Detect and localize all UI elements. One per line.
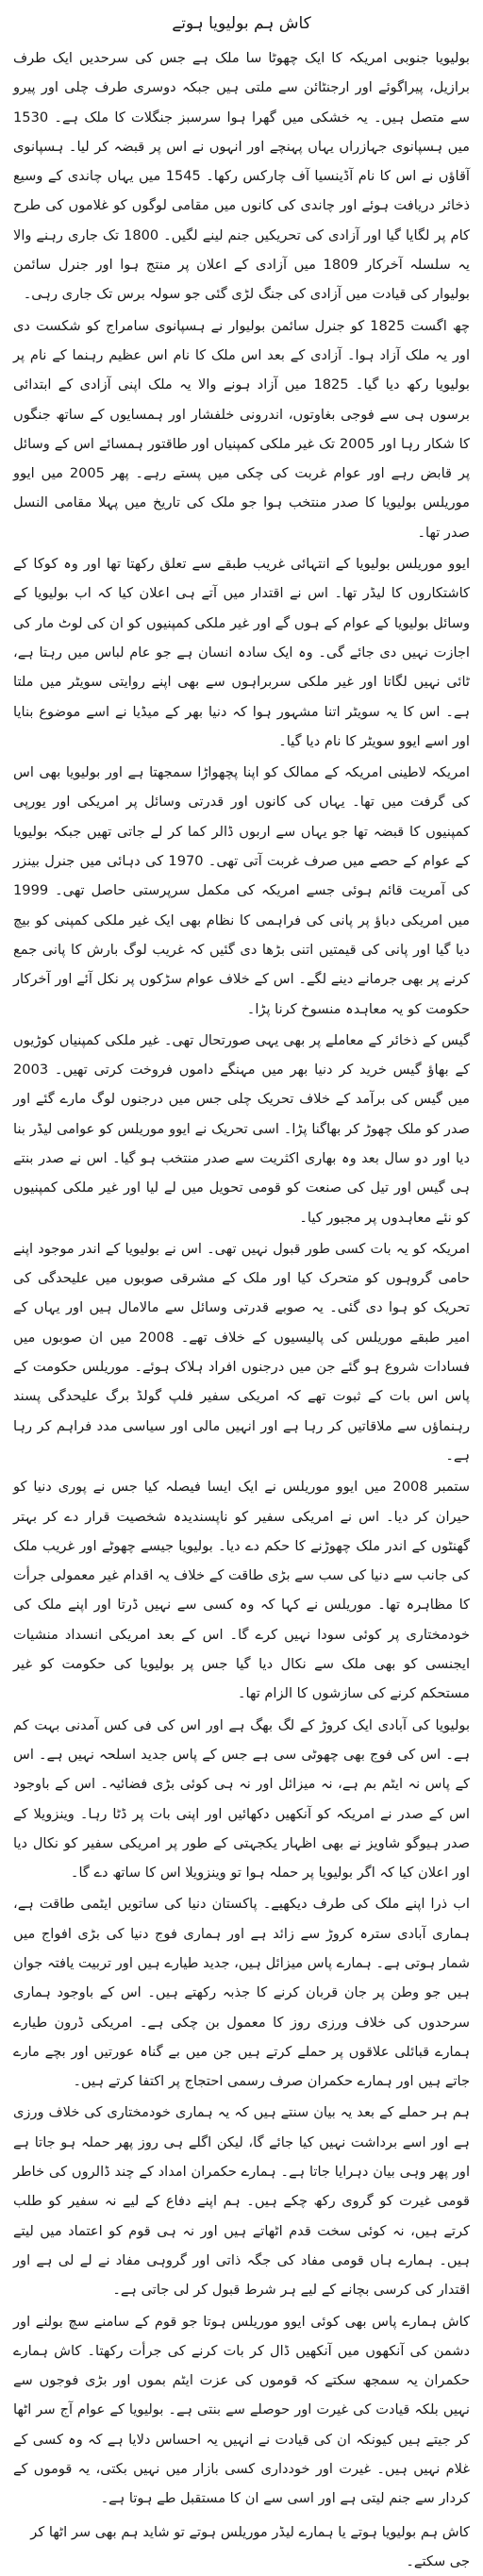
article-paragraph: ایوو موریلس بولیویا کے انتہائی غریب طبقے سے تعلق رکھتا تھا اور وہ کوکا کے کاشتکاروں کا لیڈر تھا۔ اس نے اقتدار میں آتے ہی اعلان کیا کہ اب بولیویا کے وسائل بولیویا کے عوام کے ہوں گے اور غیر ملکی کمپنیوں کو ان کی لوٹ مار کی اجازت نہیں دی جائے گی۔ وہ ایک سادہ انسان ہے جو عام لباس میں رہتا ہے، ٹائی نہیں لگاتا اور غیر ملکی سربراہوں سے بھی اپنے روایتی سویٹر میں ملتا ہے۔ اس کا یہ سویٹر اتنا مشہور ہوا کہ دنیا بھر کے میڈیا نے اسے موضوع بنایا اور اسے ایوو سویٹر کا نام دیا گیا۔ bbox=[13, 556, 470, 749]
article-body bbox=[13, 43, 470, 2516]
article-paragraph: چھ اگست 1825 کو جنرل سائمن بولیوار نے ہسپانوی سامراج کو شکست دی اور یہ ملک آزاد ہوا۔ آزادی کے بعد اس ملک کا نام اس عظیم رہنما کے نام پر بولیویا رکھ دیا گیا۔ 1825 میں آزاد ہونے والا یہ ملک اپنی آزادی کے ابتدائی برسوں ہی سے فوجی بغاوتوں، اندرونی خلفشار اور ہمسایوں کے ساتھ جنگوں کا شکار رہا اور 2005 تک غیر ملکی کمپنیاں اور طاقتور ہمسائے اس کے وسائل پر قابض رہے اور عوام غربت کی چکی میں پستے رہے۔ پھر 2005 میں ایوو موریلس بولیویا کا صدر منتخب ہوا جو ملک کی تاریخ میں پہلا مقامی النسل صدر تھا۔ bbox=[13, 317, 471, 541]
article-paragraph: ستمبر 2008 میں ایوو موریلس نے ایک ایسا فیصلہ کیا جس نے پوری دنیا کو حیران کر دیا۔ اس نے امریکی سفیر کو ناپسندیدہ شخصیت قرار دے کر بہتر گھنٹوں کے اندر ملک چھوڑنے کا حکم دے دیا۔ بولیویا جیسے چھوٹے اور غریب ملک کی جانب سے دنیا کی سب سے بڑی طاقت کے خلاف یہ اقدام غیر معمولی جرأت کا مظاہرہ تھا۔ موریلس نے کہا کہ وہ کسی سے نہیں ڈرتا اور اپنے ملک کی خودمختاری پر کوئی سودا نہیں کرے گا۔ اس کے بعد امریکی انسداد منشیات ایجنسی کو بھی ملک سے نکال دیا گیا جس پر بولیویا کی حکومت کو غیر مستحکم کرنے کی سازشوں کا الزام تھا۔ bbox=[13, 1479, 470, 1702]
article-paragraph: امریکہ کو یہ بات کسی طور قبول نہیں تھی۔ اس نے بولیویا کے اندر موجود اپنے حامی گروہوں کو متحرک کیا اور ملک کے مشرقی صوبوں میں علیحدگی کی تحریک کو ہوا دی گئی۔ یہ صوبے قدرتی وسائل سے مالامال ہیں اور یہاں کے امیر طبقے موریلس کی پالیسیوں کے خلاف تھے۔ 2008 میں ان صوبوں میں فسادات شروع ہو گئے جن میں درجنوں افراد ہلاک ہوئے۔ موریلس حکومت کے پاس اس بات کے ثبوت تھے کہ امریکی سفیر فلپ گولڈ برگ علیحدگی پسند رہنماؤں سے ملاقاتیں کر رہا ہے اور انہیں مالی اور سیاسی مدد فراہم کر رہا ہے۔ bbox=[13, 1240, 470, 1464]
article-paragraph: ہم ہر حملے کے بعد یہ بیان سنتے ہیں کہ یہ ہماری خودمختاری کی خلاف ورزی ہے اور اسے برداشت نہیں کیا جائے گا، لیکن اگلے ہی روز پھر حملہ ہو جاتا ہے اور پھر وہی بیان دہرایا جاتا ہے۔ ہمارے حکمران امداد کے چند ڈالروں کی خاطر قومی غیرت کو گروی رکھ چکے ہیں۔ ہم اپنے دفاع کے لیے نہ سفیر کو طلب کرتے ہیں، نہ کوئی سخت قدم اٹھاتے ہیں اور نہ ہی قوم کو اعتماد میں لیتے ہیں۔ ہمارے ہاں قومی مفاد کی جگہ ذاتی اور گروہی مفاد نے لے لی ہے اور اقتدار کی کرسی بچانے کے لیے ہر شرط قبول کر لی جاتی ہے۔ bbox=[13, 2104, 470, 2299]
article-paragraph: اب ذرا اپنے ملک کی طرف دیکھیے۔ پاکستان دنیا کی ساتویں ایٹمی طاقت ہے، ہماری آبادی سترہ کروڑ سے زائد ہے اور ہماری فوج دنیا کی بڑی افواج میں شمار ہوتی ہے۔ ہمارے پاس میزائل ہیں، جدید طیارے ہیں اور تربیت یافتہ جوان ہیں جو وطن پر جان قربان کرنے کا جذبہ رکھتے ہیں۔ اس کے باوجود ہماری سرحدوں کی خلاف ورزی روز کا معمول بن چکی ہے۔ امریکی ڈرون طیارے ہمارے قبائلی علاقوں پر حملے کرتے ہیں جن میں بے گناہ عورتیں اور بچے مارے جاتے ہیں اور ہمارے حکمران صرف رسمی احتجاج پر اکتفا کرتے ہیں۔ bbox=[13, 1896, 470, 2090]
article-paragraph: گیس کے ذخائر کے معاملے پر بھی یہی صورتحال تھی۔ غیر ملکی کمپنیاں کوڑیوں کے بھاؤ گیس خرید کر دنیا بھر میں مہنگے داموں فروخت کرتی تھیں۔ 2003 میں گیس کی برآمد کے خلاف تحریک چلی جس میں درجنوں لوگ مارے گئے اور صدر کو ملک چھوڑ کر بھاگنا پڑا۔ اسی تحریک نے ایوو موریلس کو عوامی لیڈر بنا دیا اور دو سال بعد وہ بھاری اکثریت سے صدر منتخب ہو گیا۔ اس نے صدر بنتے ہی گیس اور تیل کی صنعت کو قومی تحویل میں لے لیا اور غیر ملکی کمپنیوں کو نئے معاہدوں پر مجبور کیا۔ bbox=[13, 1031, 470, 1226]
article-paragraph: امریکہ لاطینی امریکہ کے ممالک کو اپنا پچھواڑا سمجھتا ہے اور بولیویا بھی اس کی گرفت میں تھا۔ یہاں کی کانوں اور قدرتی وسائل پر امریکی اور یورپی کمپنیوں کا قبضہ تھا جو یہاں سے اربوں ڈالر کما کر لے جاتی تھیں جبکہ بولیویا کے عوام کے حصے میں صرف غربت آتی تھی۔ 1970 کی دہائی میں جنرل بینزر کی آمریت قائم ہوئی جسے امریکہ کی مکمل سرپرستی حاصل تھی۔ 1999 میں امریکی دباؤ پر پانی کی فراہمی کا نظام بھی ایک غیر ملکی کمپنی کو بیچ دیا گیا اور پانی کی قیمتیں اتنی بڑھا دی گئیں کہ غریب لوگ بارش کا پانی جمع کرنے پر بھی جرمانے دینے لگے۔ اس کے خلاف عوام سڑکوں پر نکل آئے اور آخرکار حکومت کو یہ معاہدہ منسوخ کرنا پڑا۔ bbox=[13, 764, 470, 1017]
article-paragraph: کاش ہمارے پاس بھی کوئی ایوو موریلس ہوتا جو قوم کے سامنے سچ بولنے اور دشمن کی آنکھوں میں آنکھیں ڈال کر بات کرنے کی جرأت رکھتا۔ کاش ہمارے حکمران یہ سمجھ سکتے کہ قوموں کی عزت ایٹم بموں اور بڑی فوجوں سے نہیں بلکہ قیادت کی غیرت اور حوصلے سے بنتی ہے۔ بولیویا کے عوام آج سر اٹھا کر جیتے ہیں کیونکہ ان کی قیادت نے انہیں یہ احساس دلایا ہے کہ وہ کسی کے غلام نہیں ہیں۔ غیرت اور خودداری کسی بازار میں نہیں بکتی، یہ قوموں کے کردار سے جنم لیتی ہے اور اسی سے ان کا مستقبل طے ہوتا ہے۔ bbox=[13, 2313, 470, 2507]
article-title: کاش ہم بولیویا ہوتے bbox=[172, 14, 311, 33]
article-closing-line: کاش ہم بولیویا ہوتے یا ہمارے لیڈر موریلس ہوتے تو شاید ہم بھی سر اٹھا کر جی سکتے۔ bbox=[30, 2523, 470, 2569]
article-paragraph: بولیویا کی آبادی ایک کروڑ کے لگ بھگ ہے اور اس کی فی کس آمدنی بہت کم ہے۔ اس کی فوج بھی چھوٹی سی ہے جس کے پاس جدید اسلحہ نہیں ہے۔ اس کے پاس نہ ایٹم بم ہے، نہ میزائل اور نہ ہی کوئی بڑی فضائیہ۔ اس کے باوجود اس کے صدر نے امریکہ کو آنکھیں دکھائیں اور اپنی بات پر ڈٹا رہا۔ وینزویلا کے صدر ہیوگو شاویز نے بھی اظہار یکجہتی کے طور پر امریکی سفیر کو نکال دیا اور اعلان کیا کہ اگر بولیویا پر حملہ ہوا تو وینزویلا اس کا ساتھ دے گا۔ bbox=[13, 1716, 470, 1882]
article-paragraph: بولیویا جنوبی امریکہ کا ایک چھوٹا سا ملک ہے جس کی سرحدیں ایک طرف برازیل، پیراگوئے اور ارجنٹائن سے ملتی ہیں جبکہ دوسری طرف چلی اور پیرو سے متصل ہیں۔ یہ خشکی میں گھرا ہوا سرسبز جنگلات کا ملک ہے۔ 1530 میں ہسپانوی جہازراں یہاں پہنچے اور انہوں نے اس پر قبضہ کر لیا۔ ہسپانوی آقاؤں نے اس کا نام آڈینسیا آف چارکس رکھا۔ 1545 میں یہاں چاندی کے وسیع ذخائر دریافت ہوئے اور چاندی کی کانوں میں مقامی لوگوں کو غلاموں کی طرح کام پر لگایا گیا اور آزادی کی تحریکیں جنم لینے لگیں۔ 1800 تک جاری رہنے والا یہ سلسلہ آخرکار 1809 میں آزادی کے اعلان پر منتج ہوا اور جنرل سائمن بولیوار کی قیادت میں آزادی کی جنگ لڑی گئی جو سولہ برس تک جاری رہی۔ bbox=[13, 50, 470, 303]
